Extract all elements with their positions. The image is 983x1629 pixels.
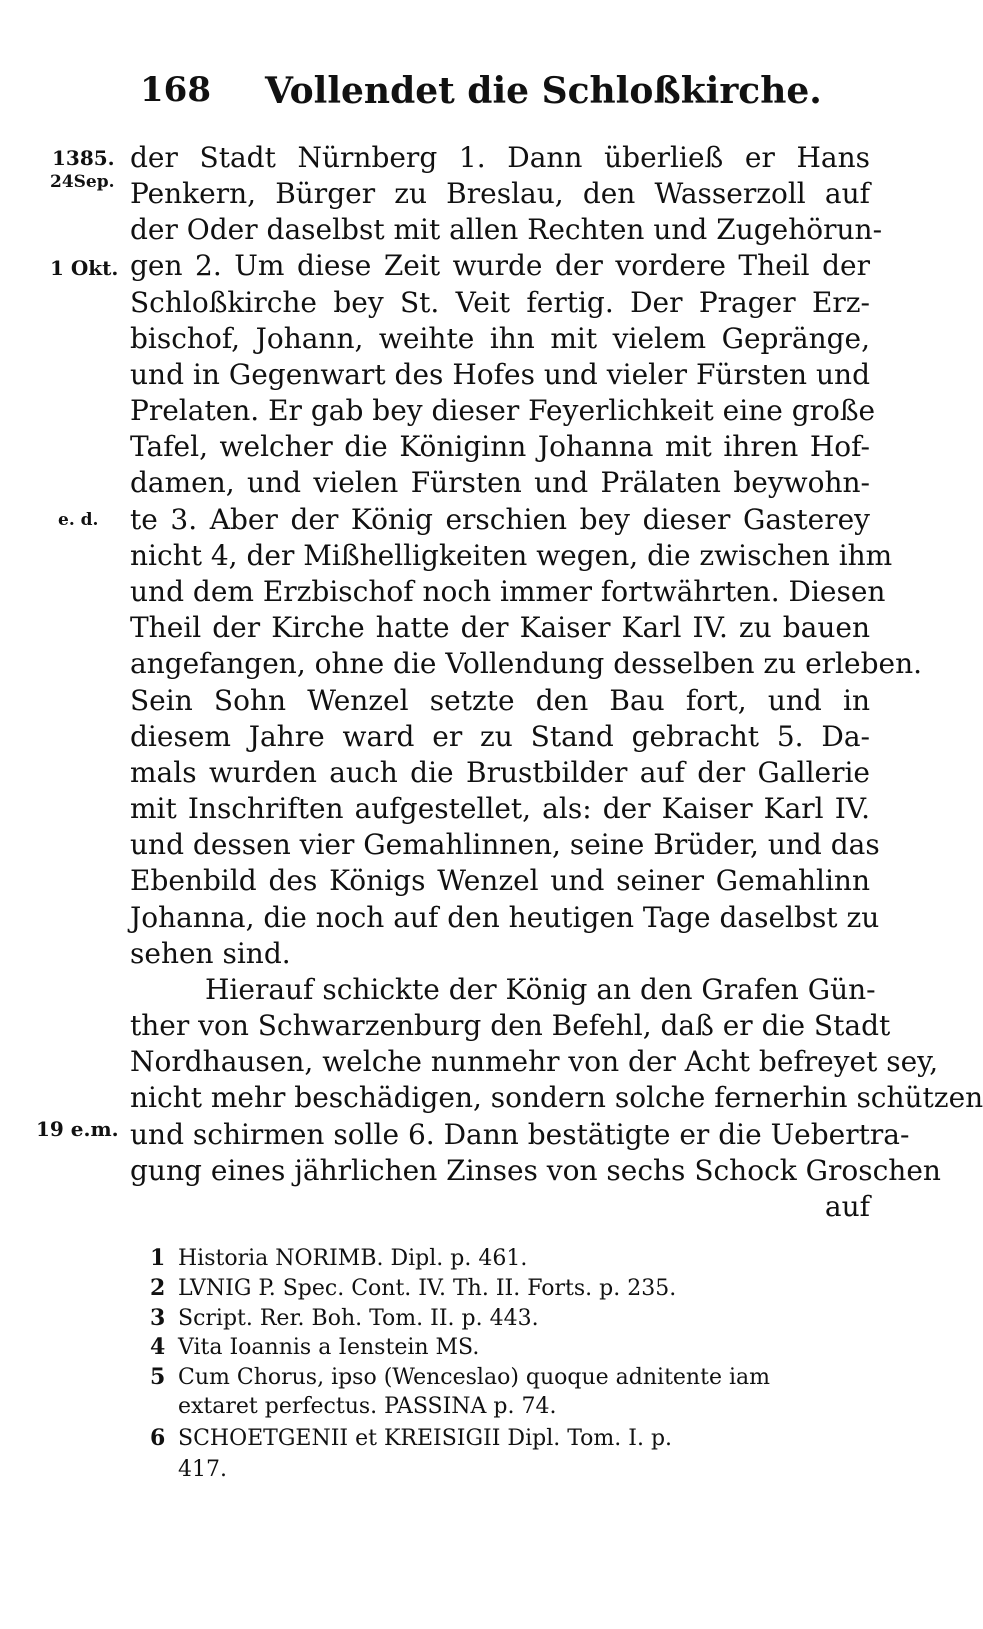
text-line: Nordhausen, welche nunmehr von der Acht befreyet sey, — [130, 1045, 939, 1078]
text-line: Prelaten. Er gab bey dieser Feyerlichkeit eine große — [130, 394, 876, 427]
running-title: Vollendet die Schloßkirche. — [265, 70, 822, 112]
footnote-text: Cum Chorus, ipso (Wenceslao) quoque adnitente iam — [178, 1365, 770, 1390]
text-line: te 3. Aber der König erschien bey dieser Gasterey — [130, 503, 870, 536]
text-line: nicht mehr beschädigen, sondern solche fernerhin schützen — [130, 1081, 983, 1114]
footnote — [150, 1333, 870, 1361]
footnote-number: 3 — [150, 1305, 166, 1331]
footnote-text: Script. Rer. Boh. Tom. II. p. 443. — [178, 1306, 539, 1331]
text-line: Theil der Kirche hatte der Kaiser Karl IV. zu bauen — [130, 611, 870, 644]
footnote-text: Historia NORIMB. Dipl. p. 461. — [178, 1246, 528, 1271]
text-line: und in Gegenwart des Hofes und vieler Fürsten und — [130, 358, 870, 391]
footnote-number: 2 — [150, 1275, 166, 1301]
running-header — [0, 70, 960, 110]
text-line: Sein Sohn Wenzel setzte den Bau fort, und in — [130, 684, 870, 717]
footnote — [150, 1244, 870, 1272]
margin-note-date: 1 Okt. — [50, 256, 119, 280]
text-line: und dem Erzbischof noch immer fortwährten. Diesen — [130, 575, 886, 608]
text-line: gung eines jährlichen Zinses von sechs Schock Groschen — [130, 1154, 941, 1187]
margin-note-date: 24Sep. — [50, 172, 115, 192]
text-line: der Stadt Nürnberg 1. Dann überließ er Hans — [130, 141, 870, 174]
footnote — [150, 1424, 870, 1452]
footnote-number: 6 — [150, 1425, 166, 1451]
text-line: und schirmen solle 6. Dann bestätigte er die Uebertra- — [130, 1118, 910, 1151]
footnote-text: Vita Ioannis a Ienstein MS. — [178, 1335, 480, 1360]
catchword: auf — [824, 1190, 870, 1223]
text-line: Johanna, die noch auf den heutigen Tage daselbst zu — [130, 901, 880, 934]
text-line: gen 2. Um diese Zeit wurde der vordere Theil der — [130, 249, 870, 282]
text-line: bischof, Johann, weihte ihn mit vielem Gepränge, — [130, 322, 870, 355]
page-number: 168 — [140, 70, 211, 110]
margin-note-date: 19 e.m. — [36, 1117, 119, 1141]
text-line: nicht 4, der Mißhelligkeiten wegen, die zwischen ihm — [130, 539, 893, 572]
footnote-text: extaret perfectus. PASSINA p. 74. — [178, 1394, 557, 1419]
text-line: und dessen vier Gemahlinnen, seine Brüder, und das — [130, 828, 880, 861]
margin-note-date: e. d. — [58, 510, 99, 530]
paragraph-first-line: Hierauf schickte der König an den Grafen Gün- — [205, 973, 876, 1006]
footnote-number: 4 — [150, 1334, 166, 1360]
footnote-text: LVNIG P. Spec. Cont. IV. Th. II. Forts. p. 235. — [178, 1276, 677, 1301]
footnote-number: 1 — [150, 1245, 166, 1271]
text-line: der Oder daselbst mit allen Rechten und Zugehörun- — [130, 213, 883, 246]
text-line: Penkern, Bürger zu Breslau, den Wasserzoll auf — [130, 177, 870, 210]
footnote-text: SCHOETGENII et KREISIGII Dipl. Tom. I. p. — [178, 1426, 673, 1451]
margin-note-year: 1385. — [52, 146, 115, 170]
text-line: Schloßkirche bey St. Veit fertig. Der Prager Erz- — [130, 286, 870, 319]
text-line: diesem Jahre ward er zu Stand gebracht 5. Da- — [130, 720, 870, 753]
text-line: damen, und vielen Fürsten und Prälaten beywohn- — [130, 466, 870, 499]
text-line: Ebenbild des Königs Wenzel und seiner Gemahlinn — [130, 864, 870, 897]
text-line: mals wurden auch die Brustbilder auf der Gallerie — [130, 756, 870, 789]
footnote — [150, 1304, 870, 1332]
footnote-number: 5 — [150, 1364, 166, 1390]
footnote-text: 417. — [178, 1457, 227, 1482]
footnote — [150, 1274, 870, 1302]
footnote — [150, 1363, 870, 1391]
text-line: Tafel, welcher die Königinn Johanna mit ihren Hof- — [130, 430, 870, 463]
text-line: sehen sind. — [130, 937, 291, 970]
text-line: mit Inschriften aufgestellet, als: der Kaiser Karl IV. — [130, 792, 870, 825]
footnote-continuation — [178, 1456, 870, 1484]
text-line: ther von Schwarzenburg den Befehl, daß er die Stadt — [130, 1009, 891, 1042]
footnote-continuation — [178, 1393, 870, 1421]
text-line: angefangen, ohne die Vollendung desselben zu erleben. — [130, 647, 922, 680]
